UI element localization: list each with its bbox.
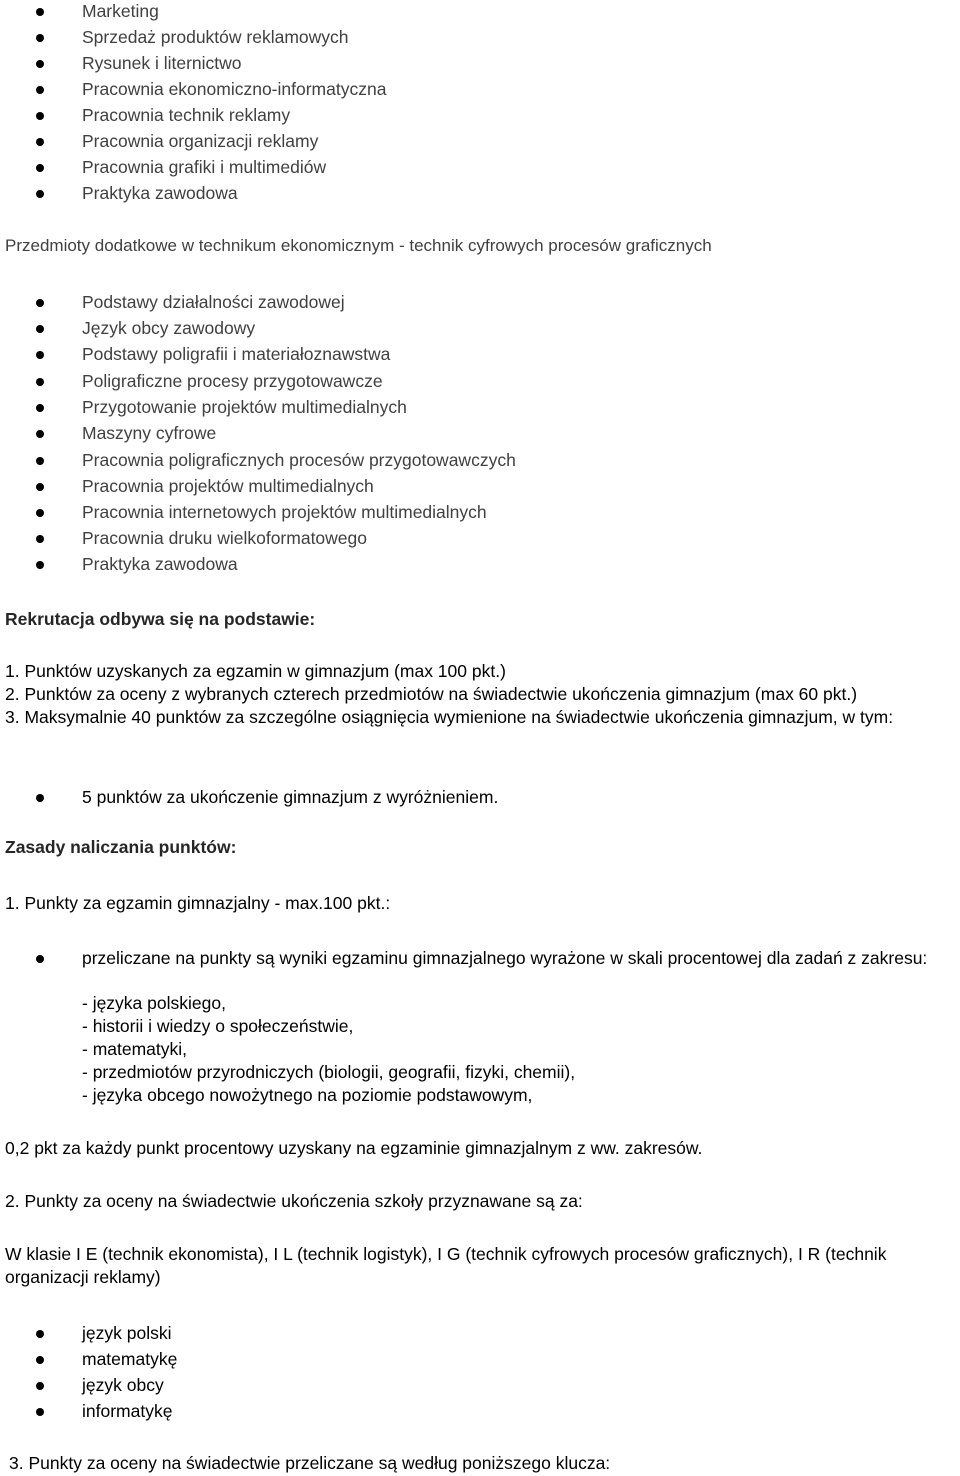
list-item: Pracownia grafiki i multimediów [0, 156, 960, 182]
list-item: Przygotowanie projektów multimedialnych [0, 396, 960, 422]
bullet-icon [36, 138, 44, 146]
recruitment-item: 1. Punktów uzyskanych za egzamin w gimnazjum (max 100 pkt.) [5, 661, 506, 681]
list-item: język obcy [0, 1374, 960, 1400]
bullet-icon [36, 535, 44, 543]
list-item: Praktyka zawodowa [0, 182, 960, 208]
list-item: Podstawy poligrafii i materiałoznawstwa [0, 343, 960, 369]
bullet-icon [36, 509, 44, 517]
list-item: Rysunek i liternictwo [0, 52, 960, 78]
section-heading: Przedmioty dodatkowe w technikum ekonomicznym - technik cyfrowych procesów graficznych [5, 236, 712, 255]
list-item: Pracownia ekonomiczno-informatyczna [0, 78, 960, 104]
bullet-icon [36, 457, 44, 465]
exam-heading: 1. Punkty za egzamin gimnazjalny - max.100 pkt.: [5, 893, 391, 913]
bullet-icon [36, 34, 44, 42]
list-item: Poligraficzne procesy przygotowawcze [0, 370, 960, 396]
bullet-icon [36, 190, 44, 198]
list-item: Język obcy zawodowy [0, 317, 960, 343]
bullet-icon [36, 8, 44, 16]
list-item: Podstawy działalności zawodowej [0, 291, 960, 317]
bullet-icon [36, 483, 44, 491]
bullet-icon [36, 1330, 44, 1338]
list-item: język polski [0, 1322, 960, 1348]
scoring-heading: Zasady naliczania punktów: [5, 837, 237, 857]
recruitment-item: 3. Maksymalnie 40 punktów za szczególne osiągnięcia wymienione na świadectwie ukończenia gimnazjum, w tym: [5, 707, 894, 727]
list-item: Pracownia poligraficznych procesów przygotowawczych [0, 449, 960, 475]
exam-bullet [0, 947, 960, 1107]
list-item: Pracownia technik reklamy [0, 104, 960, 130]
recruitment-item: 2. Punktów za oceny z wybranych czterech przedmiotów na świadectwie ukończenia gimnazjum (max 60 pkt.) [5, 684, 858, 704]
recruitment-heading: Rekrutacja odbywa się na podstawie: [5, 609, 316, 629]
bullet-icon [36, 299, 44, 307]
list-item: Sprzedaż produktów reklamowych [0, 26, 960, 52]
exam-bullet-intro: przeliczane na punkty są wyniki egzaminu gimnazjalnego wyrażone w skali procentowej dla zadań z zakresu: [82, 948, 928, 968]
subject-line: - przedmiotów przyrodniczych (biologii, geografii, fizyki, chemii), [82, 1062, 576, 1082]
bullet-icon [36, 164, 44, 172]
list-item: Pracownia internetowych projektów multimedialnych [0, 501, 960, 527]
bullet-icon [36, 955, 44, 963]
exam-rate: 0,2 pkt za każdy punkt procentowy uzyskany na egzaminie gimnazjalnym z ww. zakresów. [5, 1138, 703, 1158]
bullet-icon [36, 378, 44, 386]
list-item: Pracownia druku wielkoformatowego [0, 527, 960, 553]
bullet-icon [36, 1382, 44, 1390]
bullet-icon [36, 404, 44, 412]
bullet-icon [36, 430, 44, 438]
bullet-icon [36, 1356, 44, 1364]
bullet-icon [36, 60, 44, 68]
subject-line: - matematyki, [82, 1039, 188, 1059]
bullet-icon [36, 351, 44, 359]
bullet-icon [36, 561, 44, 569]
list-item: Pracownia organizacji reklamy [0, 130, 960, 156]
subject-line: - języka obcego nowożytnego na poziomie podstawowym, [82, 1085, 533, 1105]
list-item: matematykę [0, 1348, 960, 1374]
list-item: Pracownia projektów multimedialnych [0, 475, 960, 501]
list-item: Marketing [0, 0, 960, 26]
classes-paragraph: W klasie I E (technik ekonomista), I L (technik logistyk), I G (technik cyfrowych procesów graficznych), I R (technik organizacji reklamy) [5, 1244, 887, 1287]
bullet-icon [36, 325, 44, 333]
list-item: 5 punktów za ukończenie gimnazjum z wyróżnieniem. [0, 786, 960, 812]
list-item: Maszyny cyfrowe [0, 422, 960, 448]
list-item: informatykę [0, 1400, 960, 1426]
bullet-icon [36, 86, 44, 94]
subject-line: - historii i wiedzy o społeczeństwie, [82, 1016, 354, 1036]
grades-heading: 2. Punkty za oceny na świadectwie ukończenia szkoły przyznawane są za: [5, 1191, 583, 1211]
bullet-icon [36, 794, 44, 802]
bullet-icon [36, 112, 44, 120]
subject-line: - języka polskiego, [82, 993, 226, 1013]
list-item: Praktyka zawodowa [0, 553, 960, 579]
bullet-icon [36, 1408, 44, 1416]
conversion-heading: 3. Punkty za oceny na świadectwie przeliczane są według poniższego klucza: [9, 1453, 611, 1473]
